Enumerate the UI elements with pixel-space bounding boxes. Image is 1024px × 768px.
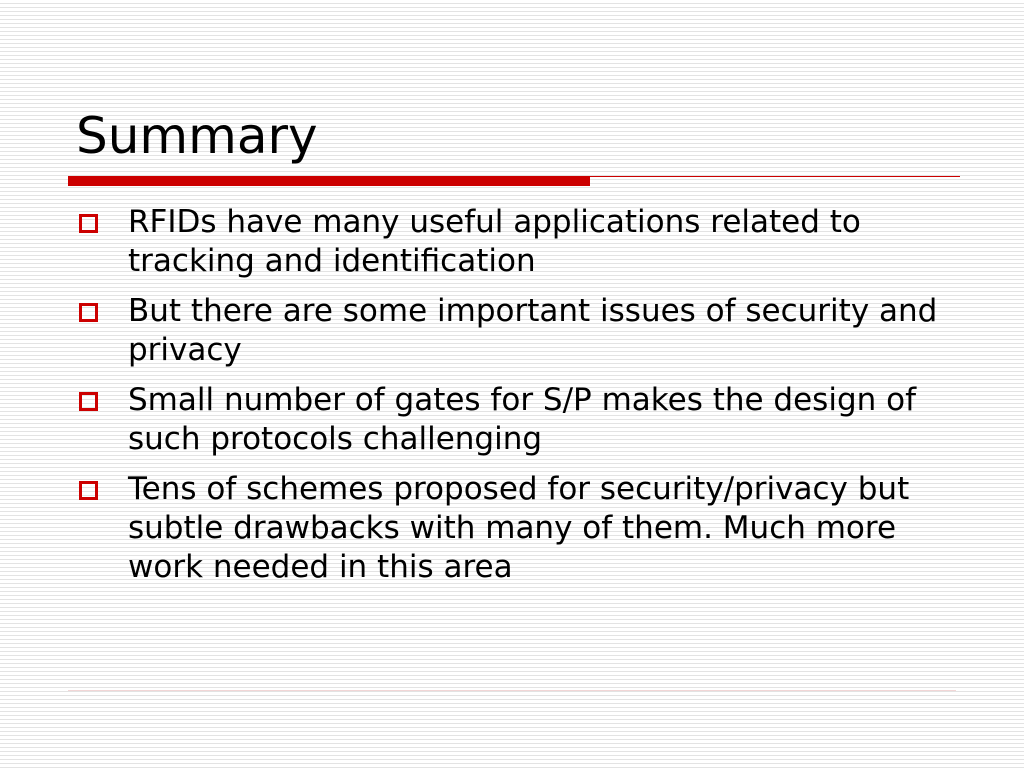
bullet-text: Tens of schemes proposed for security/privacy but subtle drawbacks with many of them. Much more work needed in this area xyxy=(128,471,910,585)
bullet-item xyxy=(76,470,956,587)
title-underline-thin xyxy=(590,176,960,177)
bullet-text: Small number of gates for S/P makes the design of such protocols challenging xyxy=(128,382,917,457)
footer-divider xyxy=(68,690,956,691)
hollow-square-bullet-icon xyxy=(79,303,98,322)
bullet-item xyxy=(76,292,956,370)
bullet-text: But there are some important issues of security and privacy xyxy=(128,293,938,368)
bullet-item xyxy=(76,203,956,281)
hollow-square-bullet-icon xyxy=(79,214,98,233)
bullet-item xyxy=(76,381,956,459)
bullet-list xyxy=(76,203,956,598)
title-underline-thick xyxy=(68,176,590,186)
bullet-text: RFIDs have many useful applications related to tracking and identification xyxy=(128,204,861,279)
slide-title: Summary xyxy=(76,107,318,165)
hollow-square-bullet-icon xyxy=(79,481,98,500)
hollow-square-bullet-icon xyxy=(79,392,98,411)
